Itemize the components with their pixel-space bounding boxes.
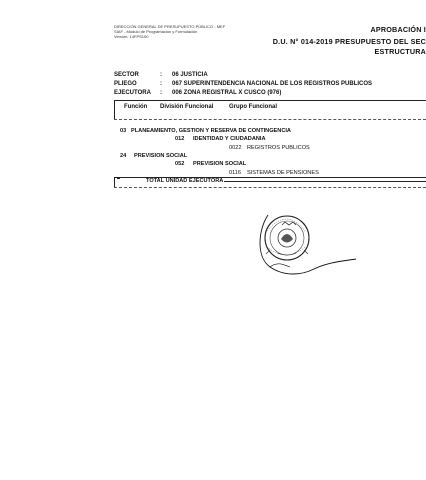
total-rule-right [224, 181, 426, 182]
pliego-value: 067 SUPERINTENDENCIA NACIONAL DE LOS REGISTROS PUBLICOS [172, 81, 373, 87]
sector-sep: : [160, 72, 162, 78]
row-grupo-code: 0022 [229, 145, 242, 151]
title-line-2: D.U. N° 014-2019 PRESUPUESTO DEL SEC [272, 37, 426, 46]
org-line-1: DIRECCIÓN GENERAL DE PRESUPUESTO PÚBLICO - MEF [114, 24, 226, 29]
pliego-sep: : [160, 81, 162, 87]
col-header-division: División Funcional [160, 104, 214, 110]
col-header-grupo: Grupo Funcional [229, 104, 277, 110]
sector-value: 06 JUSTICIA [172, 72, 208, 78]
total-label: TOTAL UNIDAD EJECUTORA [146, 178, 224, 184]
org-line-3: Versión: 14FPS100 [114, 34, 149, 39]
total-bottom-rule [114, 187, 426, 188]
row-division-code-2: 052 [175, 161, 185, 167]
row-funcion-text: PLANEAMIENTO, GESTION Y RESERVA DE CONTINGENCIA [131, 128, 291, 134]
total-marker [117, 178, 120, 179]
title-line-1: APROBACIÓN I [370, 25, 426, 34]
row-funcion-text-2: PREVISION SOCIAL [134, 153, 188, 159]
table-header-bottom-rule [114, 119, 426, 120]
sector-label: SECTOR [114, 72, 139, 78]
row-division-text: IDENTIDAD Y CIUDADANIA [193, 136, 266, 142]
row-funcion-code: 03 [120, 128, 127, 134]
table-left-rule [114, 100, 115, 120]
row-grupo-text-2: SISTEMAS DE PENSIONES [247, 170, 319, 176]
table-top-rule [114, 100, 426, 101]
col-header-funcion: Función [124, 104, 148, 110]
org-line-2: SIAF - Módulo de Programación y Formulación [114, 29, 198, 34]
row-grupo-code-2: 0116 [229, 170, 242, 176]
total-left-rule [114, 177, 115, 187]
row-funcion-code-2: 24 [120, 153, 127, 159]
ejecutora-sep: : [160, 90, 162, 96]
pliego-label: PLIEGO [114, 81, 137, 87]
row-division-code: 012 [175, 136, 185, 142]
row-grupo-text: REGISTROS PUBLICOS [247, 145, 310, 151]
row-division-text-2: PREVISION SOCIAL [193, 161, 247, 167]
official-seal-with-signature [240, 205, 360, 295]
ejecutora-value: 006 ZONA REGISTRAL X CUSCO (976) [172, 90, 282, 96]
title-line-3: ESTRUCTURA [374, 47, 426, 56]
ejecutora-label: EJECUTORA [114, 90, 151, 96]
